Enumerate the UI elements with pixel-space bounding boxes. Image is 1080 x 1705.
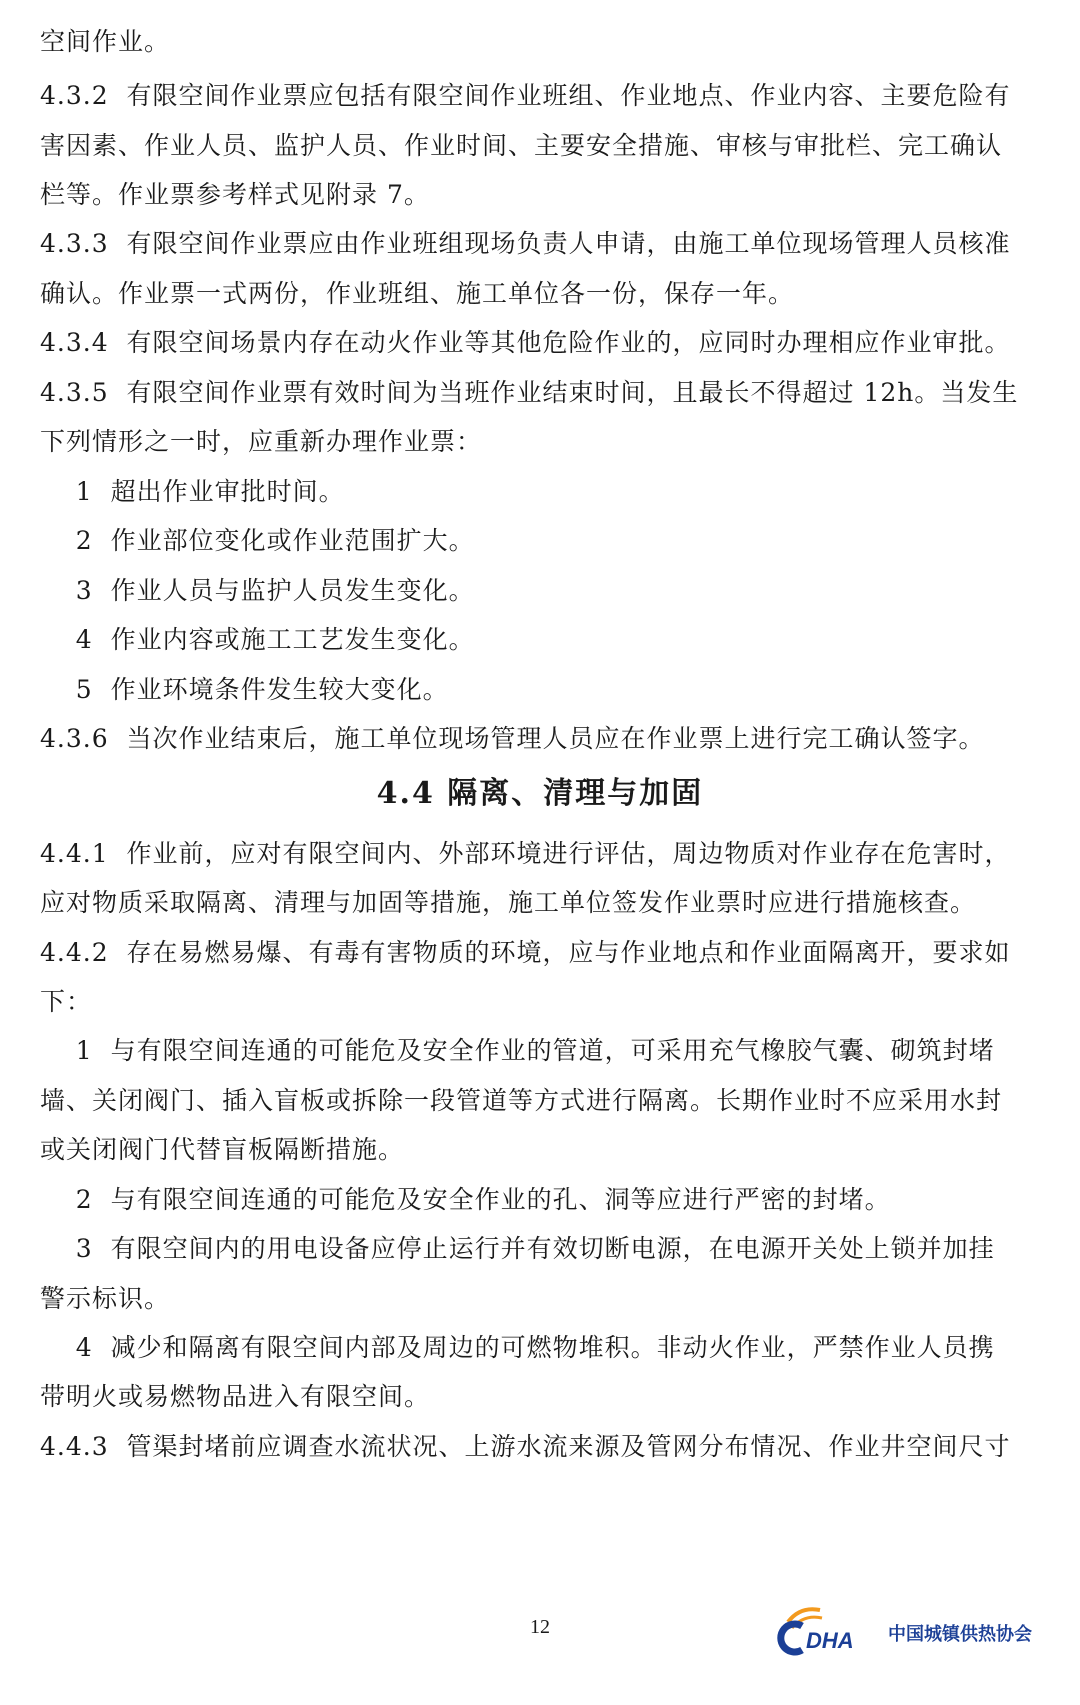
list-item: 3 有限空间内的用电设备应停止运行并有效切断电源，在电源开关处上锁并加挂 (40, 1234, 995, 1263)
text-line: 空间作业。 (40, 27, 171, 56)
text-line: 应对物质采取隔离、清理与加固等措施，施工单位签发作业票时应进行措施核查。 (40, 888, 977, 917)
page-number: 12 (530, 1616, 550, 1638)
list-item: 5 作业环境条件发生较大变化。 (40, 675, 449, 704)
text-line: 4.4.3 管渠封堵前应调查水流状况、上游水流来源及管网分布情况、作业井空间尺寸 (40, 1432, 1011, 1461)
text-line: 下列情形之一时，应重新办理作业票： (40, 427, 483, 456)
text-line: 害因素、作业人员、监护人员、作业时间、主要安全措施、审核与审批栏、完工确认 (40, 131, 1003, 160)
list-item: 1 超出作业审批时间。 (40, 477, 345, 506)
section-heading: 4.4 隔离、清理与加固 (376, 776, 704, 811)
text-line: 警示标识。 (40, 1284, 171, 1313)
text-line: 4.4.2 存在易燃易爆、有毒有害物质的环境，应与作业地点和作业面隔离开，要求如 (40, 938, 1011, 967)
svg-text:DHA: DHA (806, 1628, 854, 1653)
cdha-logo-mark-icon (770, 1600, 888, 1660)
org-name: 中国城镇供热协会 (888, 1624, 1032, 1645)
text-line: 4.3.4 有限空间场景内存在动火作业等其他危险作业的，应同时办理相应作业审批。 (40, 328, 1011, 357)
list-item: 2 与有限空间连通的可能危及安全作业的孔、洞等应进行严密的封堵。 (40, 1185, 891, 1214)
list-item: 4 作业内容或施工工艺发生变化。 (40, 625, 475, 654)
text-line: 确认。作业票一式两份，作业班组、施工单位各一份，保存一年。 (40, 279, 795, 308)
list-item: 2 作业部位变化或作业范围扩大。 (40, 526, 475, 555)
text-line: 栏等。作业票参考样式见附录 7。 (40, 180, 430, 209)
text-line: 下： (40, 987, 93, 1016)
list-item: 1 与有限空间连通的可能危及安全作业的管道，可采用充气橡胶气囊、砌筑封堵 (40, 1036, 995, 1065)
text-line: 4.4.1 作业前，应对有限空间内、外部环境进行评估，周边物质对作业存在危害时， (40, 839, 1011, 868)
text-line: 4.3.3 有限空间作业票应由作业班组现场负责人申请，由施工单位现场管理人员核准 (40, 229, 1011, 258)
list-item: 4 减少和隔离有限空间内部及周边的可燃物堆积。非动火作业，严禁作业人员携 (40, 1333, 995, 1362)
text-line: 带明火或易燃物品进入有限空间。 (40, 1382, 431, 1411)
text-line: 或关闭阀门代替盲板隔断措施。 (40, 1135, 405, 1164)
text-line: 4.3.5 有限空间作业票有效时间为当班作业结束时间，且最长不得超过 12h。当发生 (40, 378, 1019, 407)
list-item: 3 作业人员与监护人员发生变化。 (40, 576, 475, 605)
text-line: 4.3.2 有限空间作业票应包括有限空间作业班组、作业地点、作业内容、主要危险有 (40, 81, 1011, 110)
text-line: 4.3.6 当次作业结束后，施工单位现场管理人员应在作业票上进行完工确认签字。 (40, 724, 985, 753)
text-line: 墙、关闭阀门、插入盲板或拆除一段管道等方式进行隔离。长期作业时不应采用水封 (40, 1086, 1003, 1115)
cdha-logo (770, 1600, 1070, 1660)
